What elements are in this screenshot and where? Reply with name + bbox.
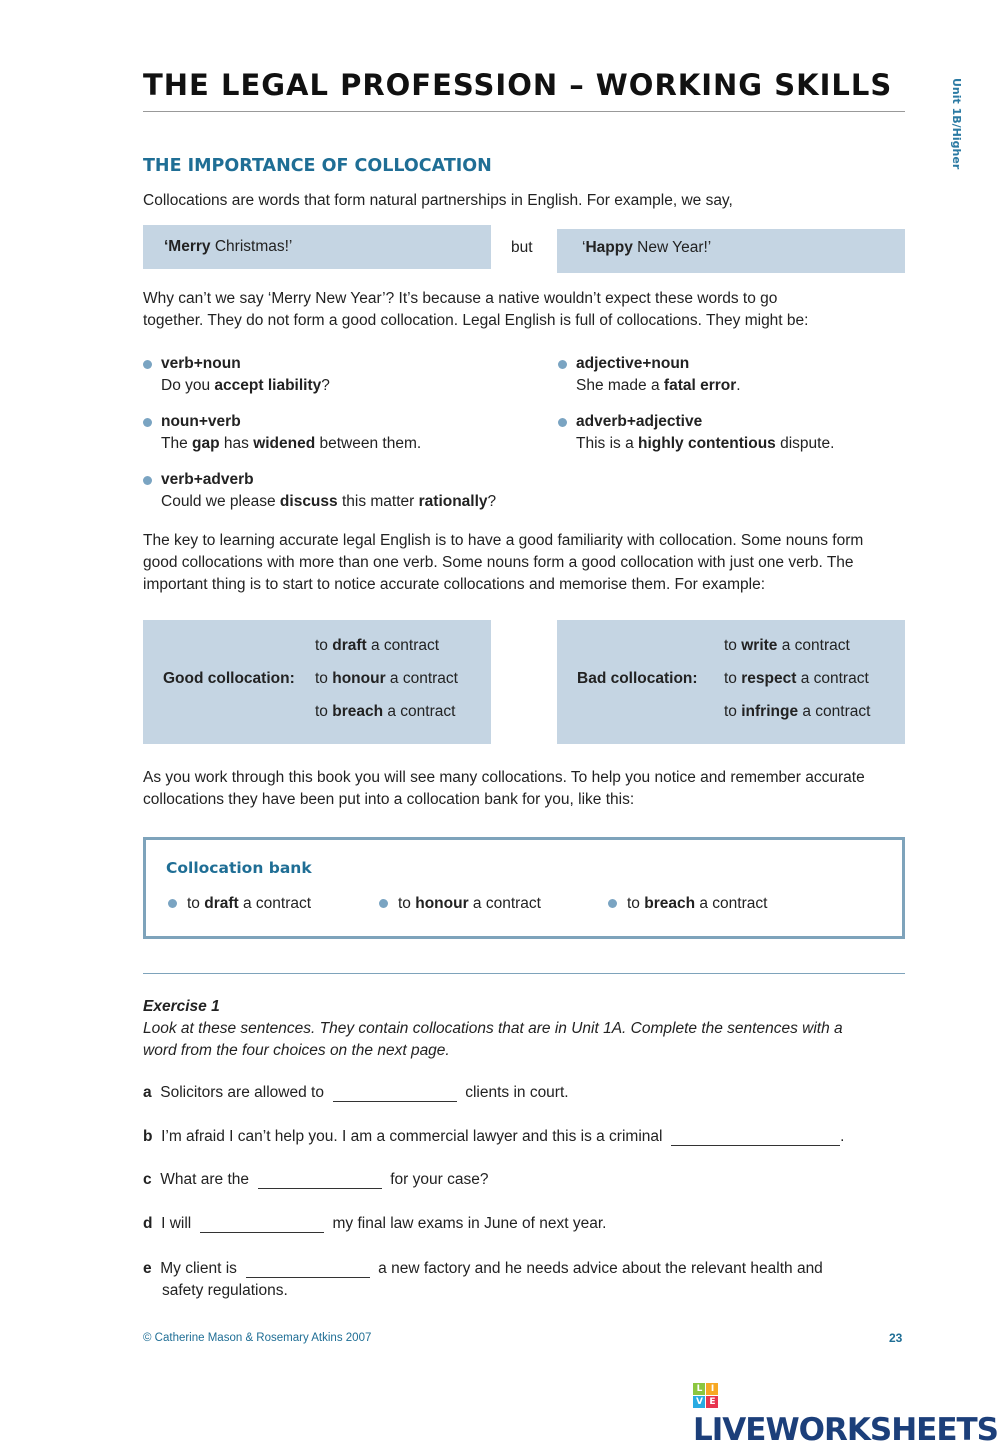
type-example [161,491,496,513]
exercise-item-c [143,1171,488,1189]
text: Christmas!’ [210,238,293,255]
item-letter: a [143,1084,152,1101]
text: a contract [238,895,312,912]
page-title: THE LEGAL PROFESSION – WORKING SKILLS [143,68,893,102]
exercise-title: Exercise 1 [143,998,220,1015]
bank-item [627,895,767,912]
liveworksheets-logo [693,1376,1000,1448]
bullet-icon [143,418,152,427]
bold-text: breach [644,895,696,912]
text: to [724,670,742,687]
exercise-item-a [143,1084,569,1102]
bullet-icon [143,360,152,369]
type-heading: noun+verb [161,413,241,430]
bullet-icon [558,360,567,369]
copyright: © Catherine Mason & Rosemary Atkins 2007 [143,1332,372,1344]
text: a contract [468,895,541,912]
example-box-left [143,225,491,269]
item-letter: c [143,1171,152,1188]
bold-text: write [741,637,778,654]
item-letter: b [143,1128,153,1145]
text: ? [487,493,497,510]
bold-text: breach [332,703,384,720]
type-heading: verb+noun [161,355,241,372]
bold-text: respect [741,670,797,687]
type-example [161,433,421,455]
example-merry [164,238,292,256]
type-heading: adjective+noun [576,355,690,372]
bullet-icon [168,899,177,908]
text: to [315,670,333,687]
collocation-type-noun-verb [161,411,421,455]
example-but: but [511,239,533,256]
collocation-bank [143,837,905,939]
answer-input-c[interactable] [258,1172,382,1189]
bold-text: accept liability [214,377,322,394]
item-text: safety regulations. [162,1282,288,1299]
bold-text: ‘Merry [164,238,211,255]
text: to [315,637,333,654]
text: The [161,435,193,452]
text: a contract [366,637,440,654]
bold-text: honour [415,895,469,912]
text-line: important thing is to start to notice accurate collocations and memorise them. For example: [143,576,766,593]
text-line: good collocations with more than one verb. Some nouns form a good collocation with just one verb. The [143,554,854,571]
text: to [398,895,416,912]
text: a contract [385,670,458,687]
collocation-type-adjective-noun [576,353,741,397]
type-heading: adverb+adjective [576,413,703,430]
item-letter: e [143,1260,152,1277]
text-line: As you work through this book you will see many collocations. To help you notice and remember accurate [143,769,865,786]
text-line: The key to learning accurate legal English is to have a good familiarity with collocation. Some nouns form [143,532,864,549]
good-item [315,637,439,655]
text-line: Why can’t we say ‘Merry New Year’? It’s because a native wouldn’t expect these words to go [143,290,778,307]
bad-item [724,703,870,721]
title-divider [143,111,905,112]
text: ‘ [582,239,586,256]
bold-text: widened [253,435,316,452]
bullet-icon [143,476,152,485]
bold-text: infringe [741,703,799,720]
text: to [187,895,205,912]
bold-text: draft [332,637,367,654]
item-text: I’m afraid I can’t help you. I am a commercial lawyer and this is a criminal [161,1128,663,1145]
text: . [736,377,741,394]
bad-item [724,670,869,688]
exercise-instructions: word from the four choices on the next page. [143,1042,450,1059]
text: a contract [798,703,871,720]
bullet-icon [558,418,567,427]
exercise-item-d [143,1215,606,1233]
bold-text: fatal error [663,377,737,394]
good-item [315,703,455,721]
text: to [315,703,333,720]
text: Could we please [161,493,280,510]
text: has [219,435,254,452]
bold-text: gap [192,435,220,452]
type-example [161,375,330,397]
bad-collocation-box [557,620,905,744]
item-text: I will [161,1215,192,1232]
good-label: Good collocation: [163,670,295,687]
paragraph-key [143,530,908,596]
answer-input-d[interactable] [200,1216,324,1233]
bold-text: discuss [279,493,338,510]
collocation-type-adverb-adjective [576,411,834,455]
logo-icon: L I V E [693,1383,718,1408]
item-text: clients in court. [465,1084,569,1101]
type-example [576,433,834,455]
type-heading: verb+adverb [161,471,254,488]
text: this matter [337,493,419,510]
example-happy [582,239,711,257]
text: to [724,637,742,654]
answer-input-a[interactable] [333,1085,457,1102]
collocation-type-verb-adverb [161,469,496,513]
item-text: a new factory and he needs advice about the relevant health and [378,1260,823,1277]
bold-text: highly contentious [638,435,776,452]
unit-label: Unit 1B/Higher [950,78,963,170]
item-text: My client is [160,1260,237,1277]
bullet-icon [379,899,388,908]
bold-text: honour [332,670,386,687]
item-text: What are the [160,1171,249,1188]
text: to [627,895,645,912]
item-text: Solicitors are allowed to [160,1084,324,1101]
text-line: together. They do not form a good collocation. Legal English is full of collocations. They might be: [143,312,809,329]
exercise-item-e [143,1258,823,1302]
answer-input-e[interactable] [246,1261,370,1278]
item-letter: d [143,1215,153,1232]
bank-item [187,895,311,912]
item-text: . [840,1128,845,1145]
bold-text: draft [204,895,239,912]
good-collocation-box [143,620,491,744]
exercise-item-b [143,1128,844,1146]
text: to [724,703,742,720]
text: This is a [576,435,639,452]
bad-label: Bad collocation: [577,670,698,687]
section-title: THE IMPORTANCE OF COLLOCATION [143,156,492,176]
text: between them. [315,435,422,452]
collocation-type-verb-noun [161,353,330,397]
logo-text: LIVEWORKSHEETS [693,1412,998,1448]
exercise-header [143,996,908,1062]
text: dispute. [775,435,835,452]
good-item [315,670,458,688]
text: a contract [796,670,869,687]
text: Do you [161,377,215,394]
text: a contract [777,637,850,654]
text: a contract [695,895,768,912]
paragraph-why [143,288,908,332]
text: New Year!’ [632,239,712,256]
page-number: 23 [889,1331,903,1345]
bad-item [724,637,850,655]
bold-text: rationally [418,493,488,510]
bank-item [398,895,541,912]
paragraph-bank [143,767,908,811]
example-box-right [557,229,905,273]
text-line: collocations they have been put into a collocation bank for you, like this: [143,791,635,808]
text: She made a [576,377,664,394]
bullet-icon [608,899,617,908]
type-example [576,375,741,397]
text: a contract [383,703,456,720]
item-text: my final law exams in June of next year. [332,1215,607,1232]
section-divider [143,973,905,974]
exercise-instructions: Look at these sentences. They contain collocations that are in Unit 1A. Complete the sentences with a [143,1020,843,1037]
bold-text: Happy [585,239,633,256]
text: ? [321,377,330,394]
answer-input-b[interactable] [671,1129,840,1146]
item-text: for your case? [390,1171,489,1188]
bank-title: Collocation bank [166,859,312,877]
intro-text: Collocations are words that form natural partnerships in English. For example, we say, [143,192,733,209]
